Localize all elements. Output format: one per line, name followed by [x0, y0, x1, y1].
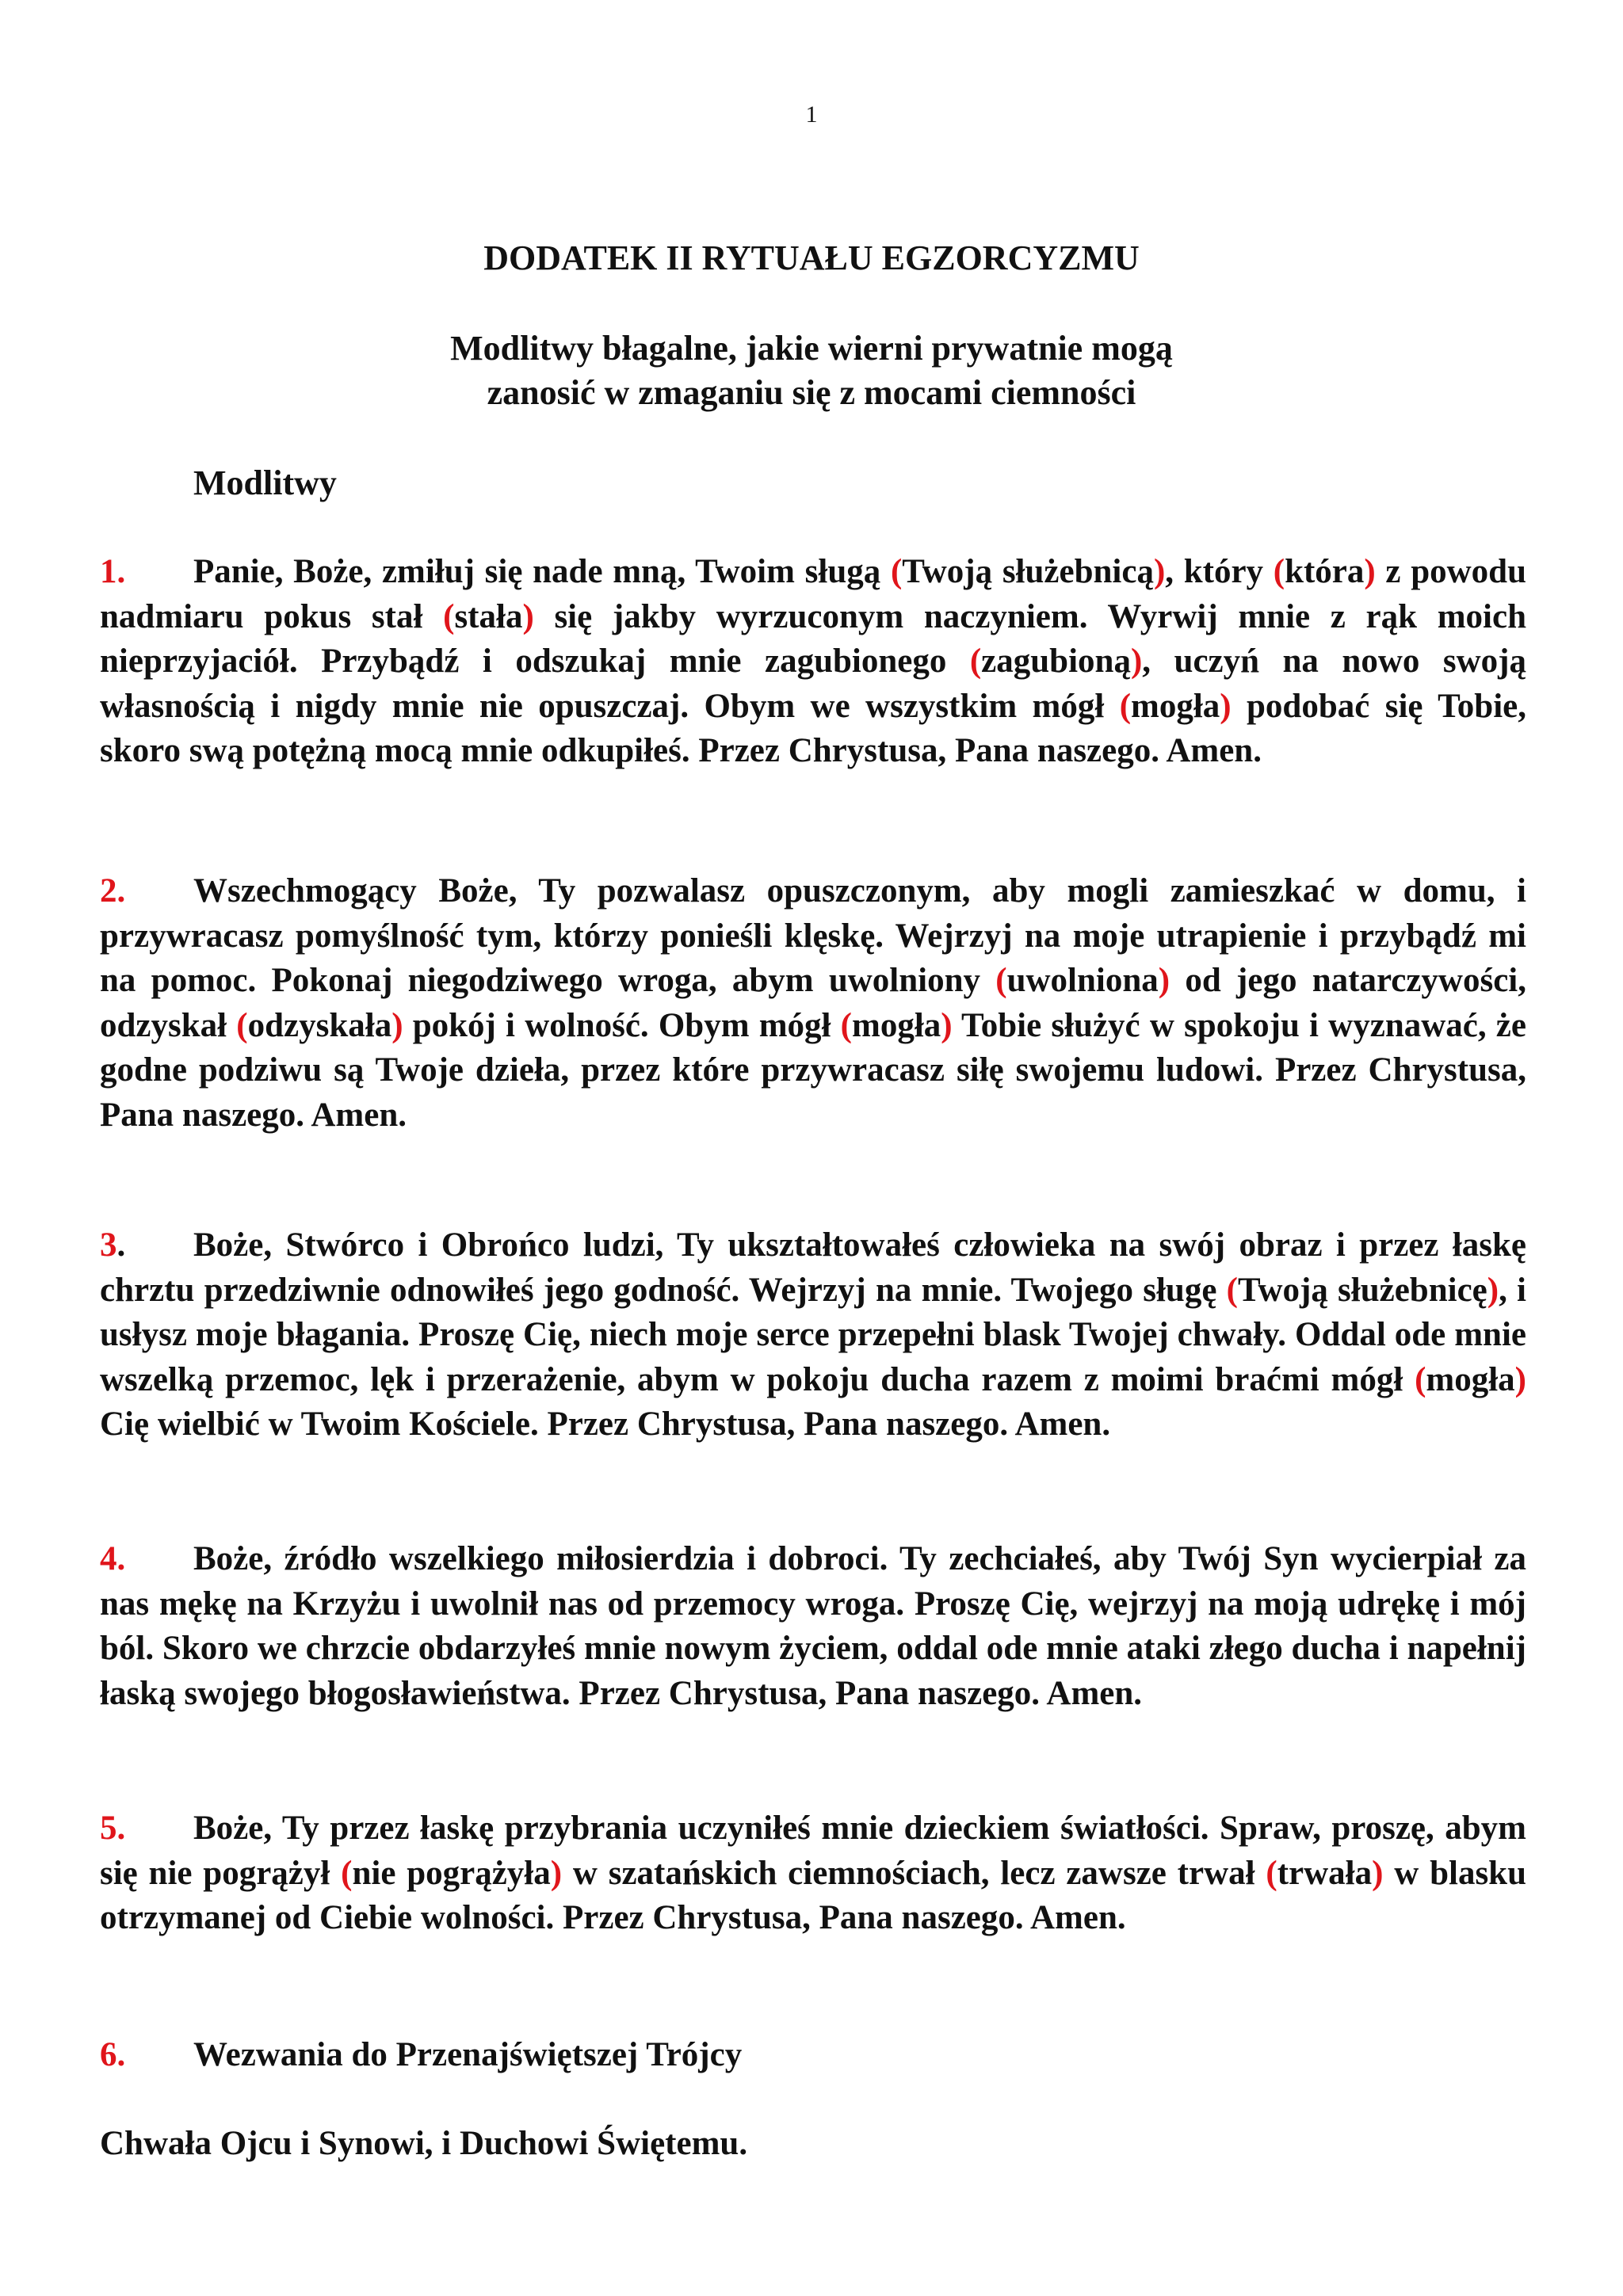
- alt-form: Twoją służebnicą: [902, 553, 1154, 590]
- alt-form: zagubioną: [981, 643, 1131, 680]
- text-segment: Boże, Ty przez łaskę przybrania uczyniłeś mnie dzieckiem światłości. Spraw, proszę, abym się nie pogrążył: [100, 1810, 1526, 1892]
- document-title: DODATEK II RYTUAŁU EGZORCYZMU: [483, 238, 1140, 277]
- open-paren: (: [840, 1006, 852, 1044]
- text-segment: Wszechmogący Boże, Ty pozwalasz opuszczonym, aby mogli zamieszkać w domu, i przywracasz pomyślność tym, którzy ponieśli klęskę. Wejrzyj na moje utrapienie i przybądź mi na pomoc. Pokonaj niegodziwego wroga, abym uwolniony: [100, 872, 1526, 999]
- open-paren: (: [995, 962, 1007, 999]
- document-subtitle: [0, 326, 1623, 415]
- close-paren: ): [1153, 553, 1166, 590]
- alt-form: stała: [454, 597, 523, 635]
- open-paren: (: [1266, 1854, 1277, 1892]
- prayer-5: [100, 1806, 1526, 1941]
- prayer-4-text: [100, 1537, 1526, 1716]
- text-segment: podobać się Tobie, skoro swą potężną mocą mnie odkupiłeś. Przez Chrystusa, Pana naszego. Amen.: [100, 687, 1526, 769]
- closing-line-block: [100, 2122, 1526, 2167]
- alt-form: która: [1285, 553, 1365, 590]
- text-segment: Tobie służyć w spokoju i wyznawać, że godne podziwu są Twoje dzieła, przez które przywracasz siłę swojemu ludowi. Przez Chrystusa, Pana naszego. Amen.: [100, 1006, 1526, 1134]
- open-paren: (: [1415, 1360, 1426, 1398]
- text-segment: od jego natarczywości, odzyskał: [100, 962, 1526, 1044]
- prayer-3-number: [100, 1223, 193, 1268]
- text-segment: , i usłysz moje błagania. Proszę Cię, niech moje serce przepełni blask Twojej chwały. Oddal ode mnie wszelką przemoc, lęk i przerażenie, abym w pokoju ducha razem z moimi braćmi mógł: [100, 1271, 1526, 1398]
- open-paren: (: [1119, 687, 1132, 725]
- prayer-1-text: [100, 550, 1526, 774]
- close-paren: ): [1220, 687, 1232, 725]
- close-paren: ): [1514, 1360, 1526, 1398]
- prayer-6: [100, 2033, 1526, 2078]
- prayer-3-number-digit: 3: [100, 1226, 117, 1264]
- alt-form: odzyskała: [247, 1006, 392, 1044]
- prayer-1-number: 1.: [100, 553, 126, 590]
- prayer-3-number-dot: .: [116, 1226, 126, 1264]
- prayer-3-text: [100, 1223, 1526, 1447]
- close-paren: ): [391, 1006, 403, 1044]
- text-segment: , uczyń na nowo swoją własnością i nigdy mnie nie opuszczaj. Obym we wszystkim mógł: [100, 643, 1526, 725]
- close-paren: ): [550, 1854, 563, 1892]
- alt-form: trwała: [1277, 1854, 1373, 1892]
- text-segment: Boże, źródło wszelkiego miłosierdzia i dobroci. Ty zechciałeś, aby Twój Syn wycierpiał za nas mękę na Krzyżu i uwolnił nas od przemocy wroga. Proszę Cię, wejrzyj na moją udrękę i mój ból. Skoro we chrzcie obdarzyłeś mnie nowym życiem, oddal ode mnie ataki złego ducha i napełnij łaską swojego błogosławieństwa. Przez Chrystusa, Pana naszego. Amen.: [100, 1540, 1526, 1712]
- text-segment: pokój i wolność. Obym mógł: [403, 1006, 841, 1044]
- prayer-5-number: 5.: [100, 1810, 126, 1847]
- close-paren: ): [941, 1006, 953, 1044]
- prayer-1: [100, 550, 1526, 774]
- close-paren: ): [1158, 962, 1170, 999]
- alt-form: Twoją służebnicę: [1237, 1271, 1487, 1309]
- prayer-4-number: 4.: [100, 1540, 126, 1577]
- text-segment: Panie, Boże, zmiłuj się nade mną, Twoim sługą: [193, 553, 891, 590]
- alt-form: mogła: [1426, 1360, 1515, 1398]
- closing-line: Chwała Ojcu i Synowi, i Duchowi Świętemu.: [100, 2125, 748, 2162]
- open-paren: (: [890, 553, 903, 590]
- alt-form: nie pogrążyła: [352, 1854, 551, 1892]
- alt-form: mogła: [1131, 687, 1220, 725]
- text-segment: się jakby wyrzuconym naczyniem. Wyrwij mnie z rąk moich nieprzyjaciół. Przybądź i odszukaj mnie zagubionego: [100, 597, 1526, 680]
- open-paren: (: [443, 597, 455, 635]
- text-segment: w szatańskich ciemnościach, lecz zawsze trwał: [562, 1854, 1266, 1892]
- open-paren: (: [1273, 553, 1285, 590]
- open-paren: (: [341, 1854, 353, 1892]
- section-heading: Modlitwy: [193, 463, 337, 502]
- text-segment: w blasku otrzymanej od Ciebie wolności. Przez Chrystusa, Pana naszego. Amen.: [100, 1854, 1527, 1936]
- prayer-2-number: 2.: [100, 872, 126, 910]
- open-paren: (: [969, 643, 982, 680]
- close-paren: ): [1487, 1271, 1499, 1309]
- text-segment: Cię wielbić w Twoim Kościele. Przez Chrystusa, Pana naszego. Amen.: [100, 1405, 1111, 1443]
- open-paren: (: [236, 1006, 248, 1044]
- prayer-5-text: [100, 1806, 1526, 1941]
- prayer-6-number: 6.: [100, 2036, 126, 2073]
- open-paren: (: [1226, 1271, 1238, 1309]
- alt-form: mogła: [852, 1006, 941, 1044]
- prayer-3: [100, 1223, 1526, 1447]
- prayer-2: [100, 869, 1526, 1138]
- prayer-4: [100, 1537, 1526, 1716]
- prayer-6-text: [100, 2033, 1526, 2078]
- text-segment: Boże, Stwórco i Obrońco ludzi, Ty ukształtowałeś człowieka na swój obraz i przez łaskę chrztu przedziwnie odnowiłeś jego godność. Wejrzyj na mnie. Twojego sługę: [100, 1226, 1526, 1309]
- page-number: 1: [805, 101, 818, 128]
- close-paren: ): [1130, 643, 1143, 680]
- close-paren: ): [1364, 553, 1376, 590]
- text-segment: , który: [1165, 553, 1274, 590]
- text-segment: z powodu nadmiaru pokus stał: [100, 553, 1527, 635]
- subtitle-line-1: Modlitwy błagalne, jakie wierni prywatnie mogą: [450, 329, 1173, 368]
- close-paren: ): [1372, 1854, 1384, 1892]
- subtitle-line-2: zanosić w zmaganiu się z mocami ciemności: [487, 373, 1136, 412]
- prayer-2-text: [100, 869, 1526, 1138]
- close-paren: ): [522, 597, 534, 635]
- alt-form: uwolniona: [1006, 962, 1159, 999]
- trinity-invocations-heading: Wezwania do Przenajświętszej Trójcy: [193, 2036, 743, 2073]
